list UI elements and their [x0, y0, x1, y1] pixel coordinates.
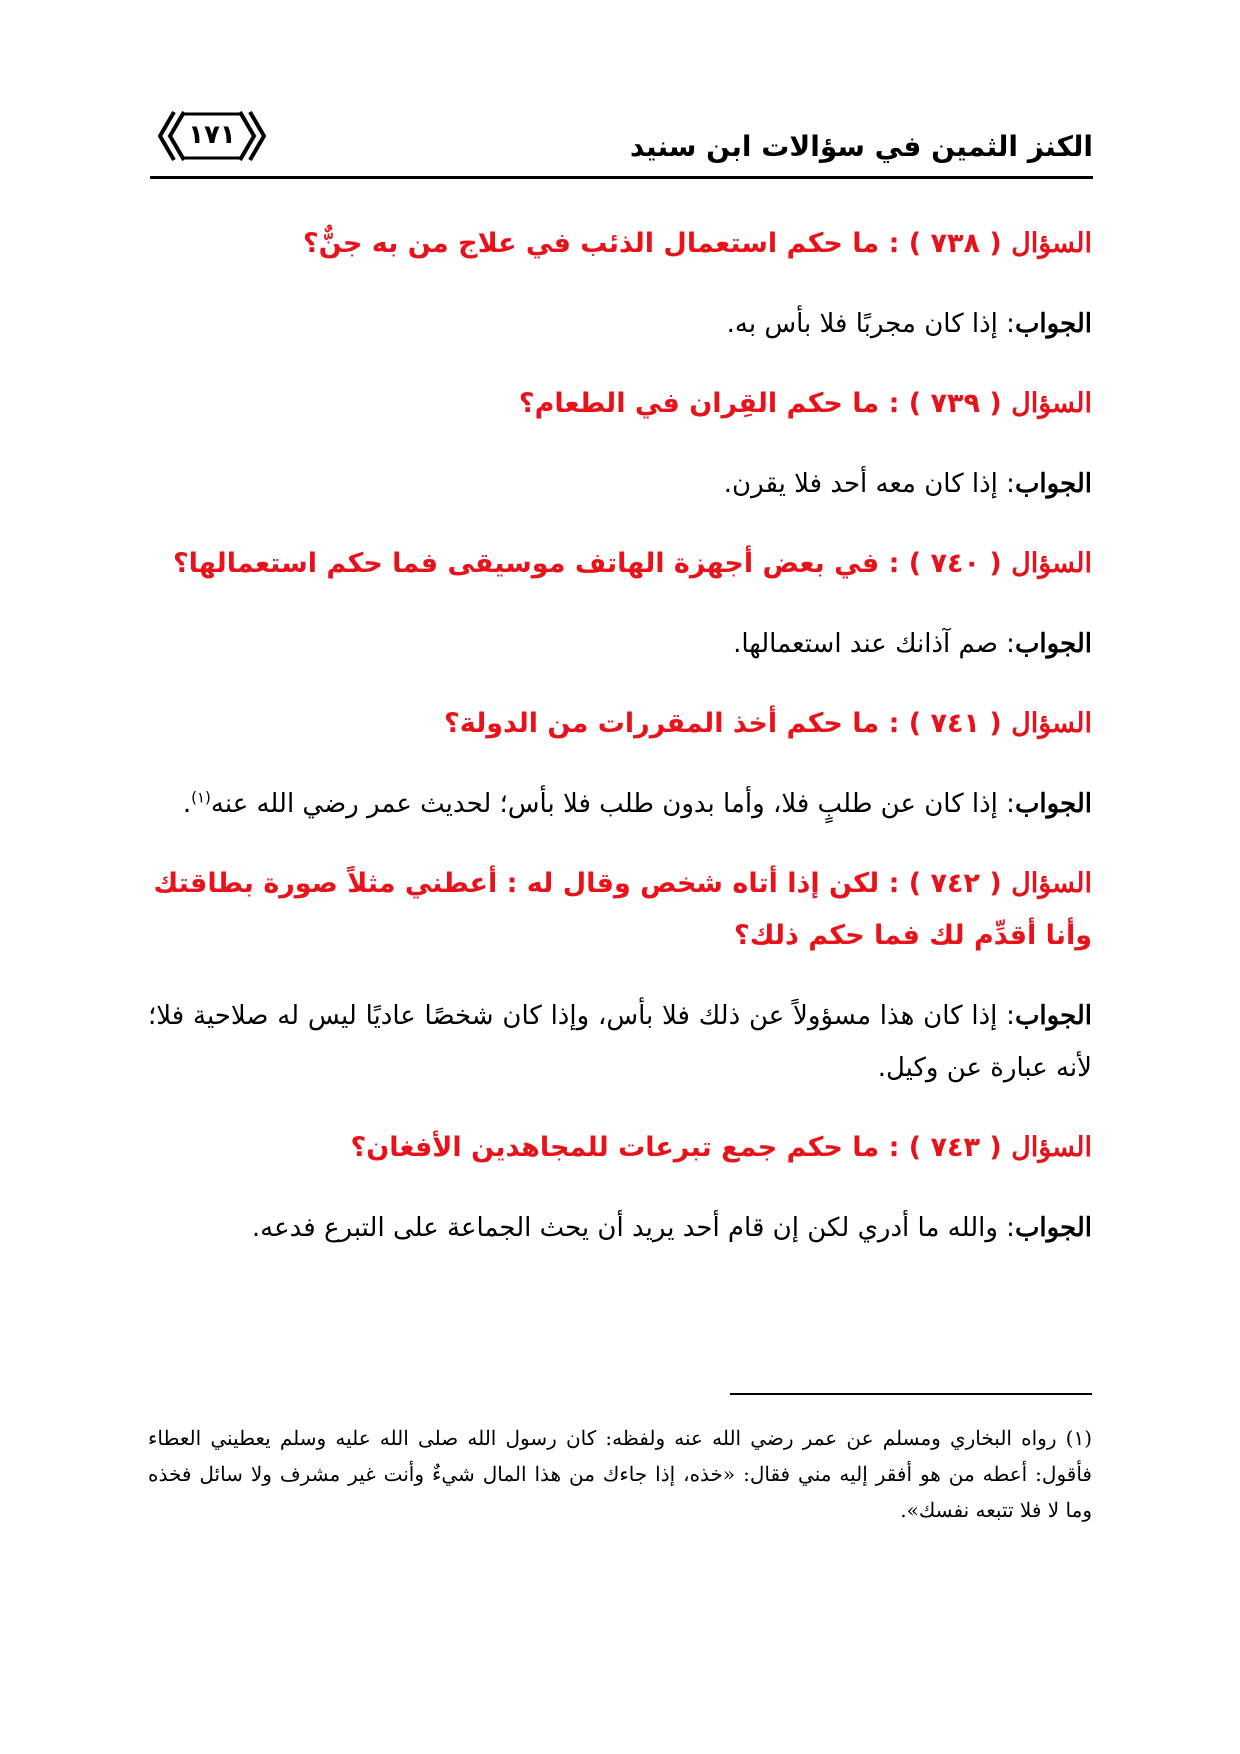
book-title: الكنز الثمين في سؤالات ابن سنيد: [629, 130, 1093, 163]
answer-label: الجواب: [1014, 629, 1092, 659]
question: [148, 858, 1092, 962]
question-text: ما حكم أخذ المقررات من الدولة؟: [444, 708, 880, 739]
answer-label: الجواب: [1014, 309, 1092, 339]
answer-text: إذا كان معه أحد فلا يقرن.: [723, 469, 998, 499]
answer-label: الجواب: [1014, 1213, 1092, 1243]
question-text: لكن إذا أتاه شخص وقال له : أعطني مثلاً صورة بطاقتك وأنا أقدِّم لك فما حكم ذلك؟: [153, 868, 1092, 951]
question-number: ( ٧٤١ ) :: [888, 708, 1002, 739]
question-number: ( ٧٤٣ ) :: [888, 1132, 1002, 1163]
page-header: [150, 100, 1093, 179]
footnote-divider: [730, 1393, 1092, 1395]
answer-text: صم آذانك عند استعمالها.: [733, 629, 998, 659]
question-label: السؤال: [1011, 228, 1092, 259]
footnote: (١) رواه البخاري ومسلم عن عمر رضي الله عنه ولفظه: كان رسول الله صلى الله عليه وسلم يعطيني العطاء فأقول: أعطه من هو أفقر إليه مني فقال: «خذه، إذا جاءك من هذا المال شيءٌ وأنت غير مشرف ولا سائل فخذه وما لا فلا تتبعه نفسك».: [148, 1426, 1092, 1522]
page-number-badge: [156, 108, 268, 164]
footnote-reference[interactable]: (١): [191, 788, 211, 807]
question-number: ( ٧٤٠ ) :: [888, 548, 1002, 579]
answer: الجواب: والله ما أدري لكن إن قام أحد يريد أن يحث الجماعة على التبرع فدعه.: [251, 1213, 1092, 1243]
question: [148, 698, 1092, 750]
question-number: ( ٧٤٢ ) :: [888, 868, 1002, 899]
question-number: ( ٧٣٩ ) :: [888, 388, 1002, 419]
answer: الجواب: صم آذانك عند استعمالها.: [733, 629, 1092, 659]
question-label: السؤال: [1011, 388, 1092, 419]
question-text: ما حكم جمع تبرعات للمجاهدين الأفغان؟: [350, 1132, 880, 1163]
page-number: ١٧١: [188, 120, 236, 150]
answer: الجواب: إذا كان معه أحد فلا يقرن.: [723, 469, 1092, 499]
answer-label: الجواب: [1014, 1001, 1092, 1031]
question-text: ما حكم القِران في الطعام؟: [518, 388, 880, 419]
answer-text: إذا كان هذا مسؤولاً عن ذلك فلا بأس، وإذا كان شخصًا عاديًا ليس له صلاحية فلا؛ لأنه عبارة عن وكيل.: [148, 1001, 1092, 1083]
question-text: في بعض أجهزة الهاتف موسيقى فما حكم استعمالها؟: [172, 548, 880, 579]
question-number: ( ٧٣٨ ) :: [888, 228, 1002, 259]
question: [148, 538, 1092, 590]
question-label: السؤال: [1011, 548, 1092, 579]
answer: الجواب: إذا كان عن طلبٍ فلا، وأما بدون طلب فلا بأس؛ لحديث عمر رضي الله عنه$^{(١)}$.: [182, 788, 1092, 819]
answer: الجواب: إذا كان مجربًا فلا بأس به.: [726, 309, 1092, 339]
question: [148, 378, 1092, 430]
answer: الجواب: إذا كان هذا مسؤولاً عن ذلك فلا بأس، وإذا كان شخصًا عاديًا ليس له صلاحية فلا؛ لأنه عبارة عن وكيل.: [148, 1001, 1092, 1083]
question-label: السؤال: [1011, 1132, 1092, 1163]
question-label: السؤال: [1011, 708, 1092, 739]
question-text: ما حكم استعمال الذئب في علاج من به جنٌّ؟: [302, 228, 880, 259]
answer-end-punctuation: .: [182, 789, 192, 819]
answer-text: إذا كان عن طلبٍ فلا، وأما بدون طلب فلا بأس؛ لحديث عمر رضي الله عنه: [210, 789, 998, 819]
question: [148, 218, 1092, 270]
answer-label: الجواب: [1014, 789, 1092, 819]
answer-label: الجواب: [1014, 469, 1092, 499]
question: [148, 1122, 1092, 1174]
answer-text: إذا كان مجربًا فلا بأس به.: [726, 309, 998, 339]
question-label: السؤال: [1011, 868, 1092, 899]
qa-content: [148, 218, 1092, 1282]
answer-text: والله ما أدري لكن إن قام أحد يريد أن يحث الجماعة على التبرع فدعه.: [251, 1213, 998, 1243]
